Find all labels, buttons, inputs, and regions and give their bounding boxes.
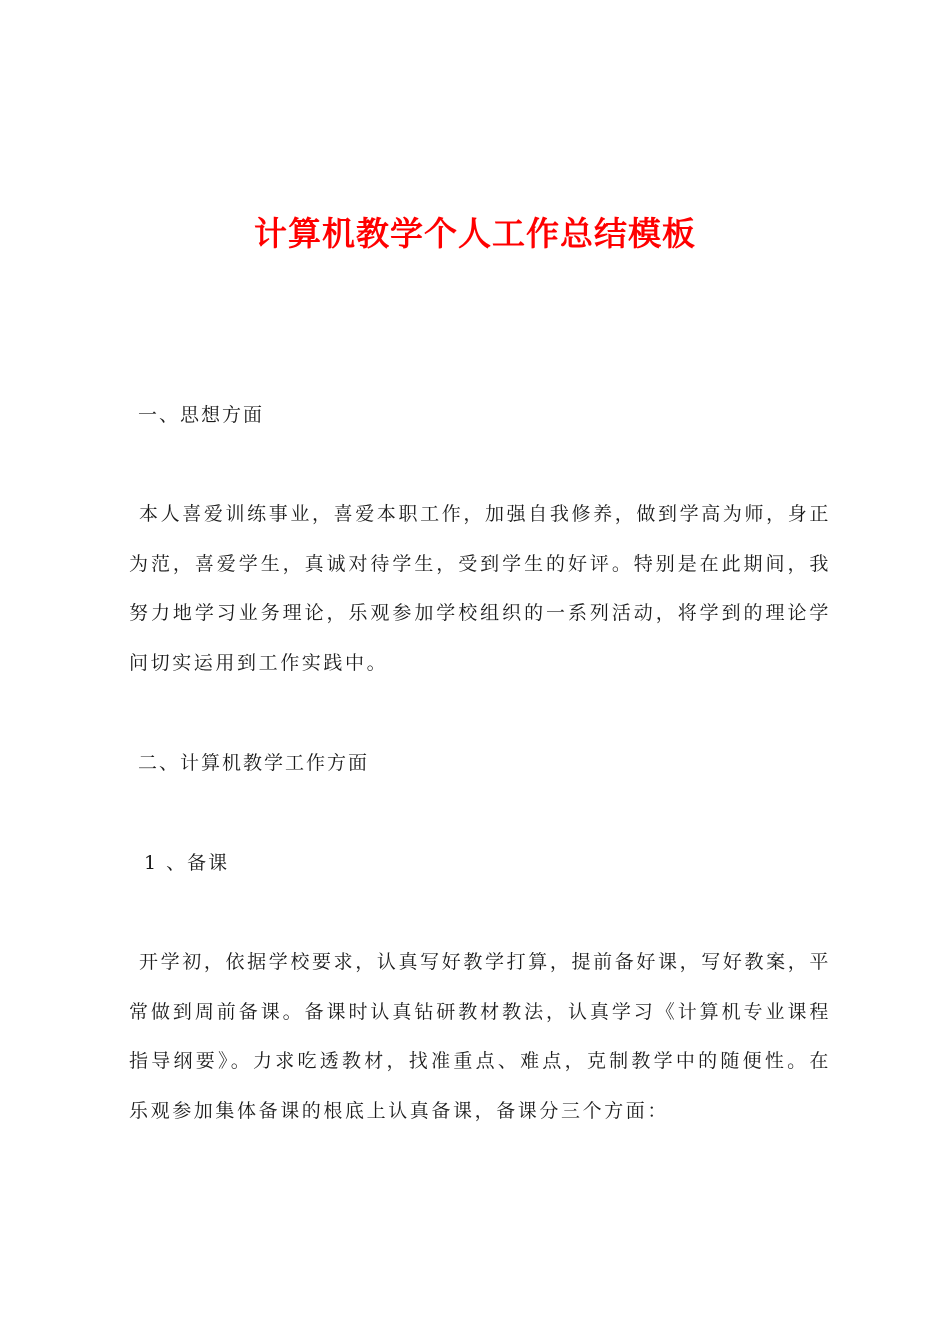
section-heading-thought: 一、思想方面 xyxy=(138,404,265,426)
paragraph-thought xyxy=(129,490,831,688)
paragraph-lesson-prep-text: 开学初，依据学校要求，认真写好教学打算，提前备好课，写好教案，平常做到周前备课。备课时认真钻研教材教法，认真学习《计算机专业课程指导纲要》。力求吃透教材，找准重点、难点，克制教学中的随便性。在乐观参加集体备课的根底上认真备课，备课分三个方面： xyxy=(129,951,831,1122)
section-heading-teaching: 二、计算机教学工作方面 xyxy=(138,752,370,774)
document-title: 计算机教学个人工作总结模板 xyxy=(254,214,696,253)
paragraph-lesson-prep xyxy=(129,938,831,1136)
subheading-lesson-prep: 1 、备课 xyxy=(144,852,230,874)
paragraph-thought-text: 本人喜爱训练事业，喜爱本职工作，加强自我修养，做到学高为师，身正为范，喜爱学生，真诚对待学生，受到学生的好评。特别是在此期间，我努力地学习业务理论，乐观参加学校组织的一系列活动，将学到的理论学问切实运用到工作实践中。 xyxy=(129,503,831,674)
